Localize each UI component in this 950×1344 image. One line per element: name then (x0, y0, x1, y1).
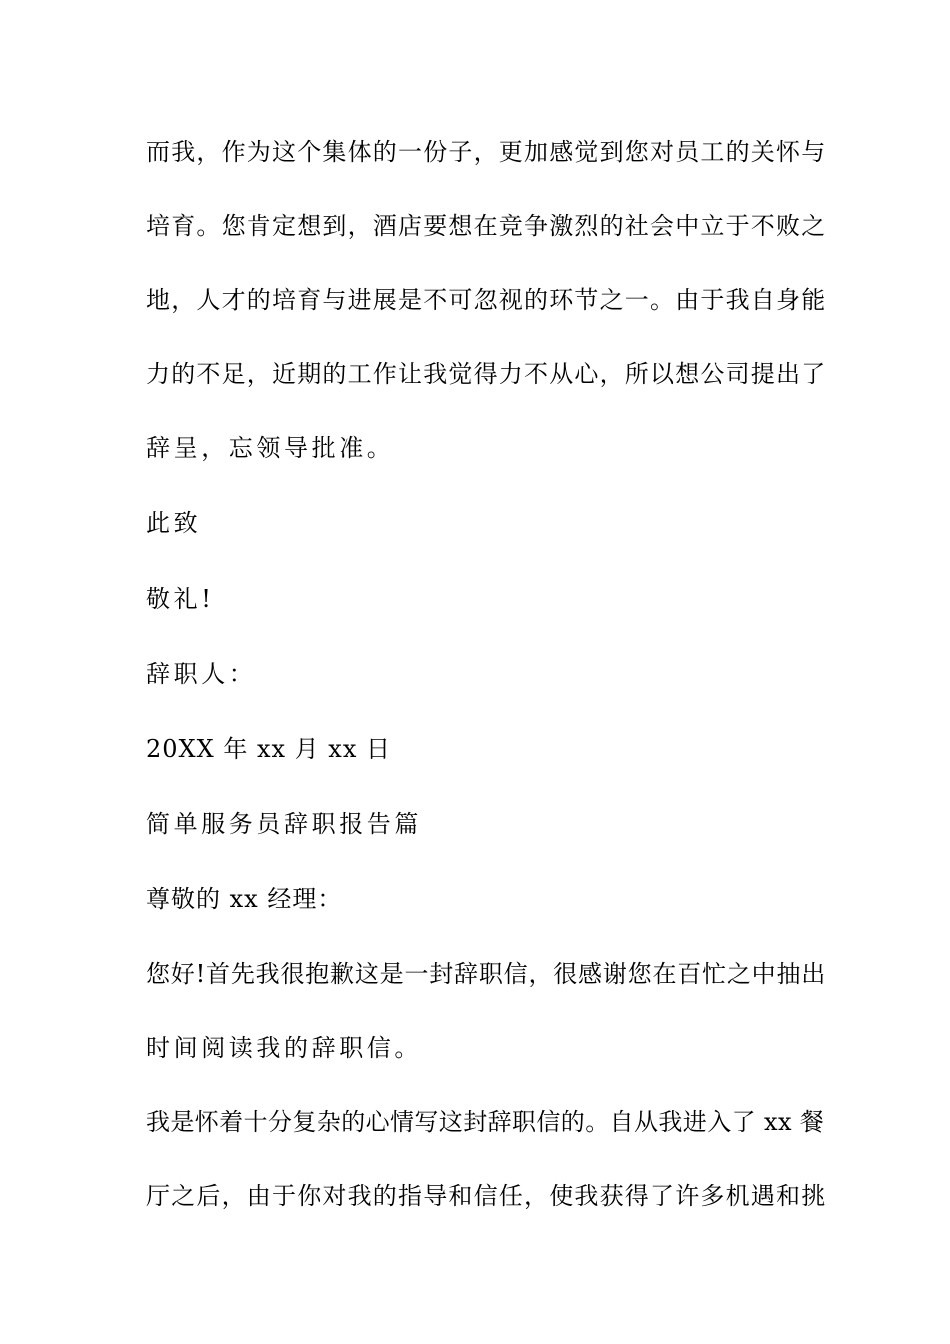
paragraph-line: 辞呈，忘领导批准。 (146, 434, 395, 462)
closing-salutation: 此致 (146, 509, 202, 537)
paragraph-line: 我是怀着十分复杂的心情写这封辞职信的。自从我进入了 xx 餐 (146, 1108, 825, 1136)
section-heading: 简单服务员辞职报告篇 (146, 810, 422, 838)
paragraph-line: 地，人才的培育与进展是不可忽视的环节之一。由于我自身能 (146, 286, 827, 314)
greeting-line: 尊敬的 xx 经理： (146, 885, 343, 913)
paragraph-line: 厅之后，由于你对我的指导和信任，使我获得了许多机遇和挑 (146, 1182, 827, 1210)
date-line: 20XX 年 xx 月 xx 日 (146, 735, 391, 763)
paragraph-line: 力的不足，近期的工作让我觉得力不从心，所以想公司提出了 (146, 360, 827, 388)
signature-label: 辞职人： (146, 660, 257, 688)
paragraph-line: 培育。您肯定想到，酒店要想在竞争激烈的社会中立于不败之 (146, 212, 827, 240)
closing-regards: 敬礼! (146, 585, 215, 613)
paragraph-line: 您好!首先我很抱歉这是一封辞职信，很感谢您在百忙之中抽出 (146, 960, 827, 988)
paragraph-line: 时间阅读我的辞职信。 (146, 1034, 422, 1062)
paragraph-line: 而我，作为这个集体的一份子，更加感觉到您对员工的关怀与 (146, 138, 827, 166)
